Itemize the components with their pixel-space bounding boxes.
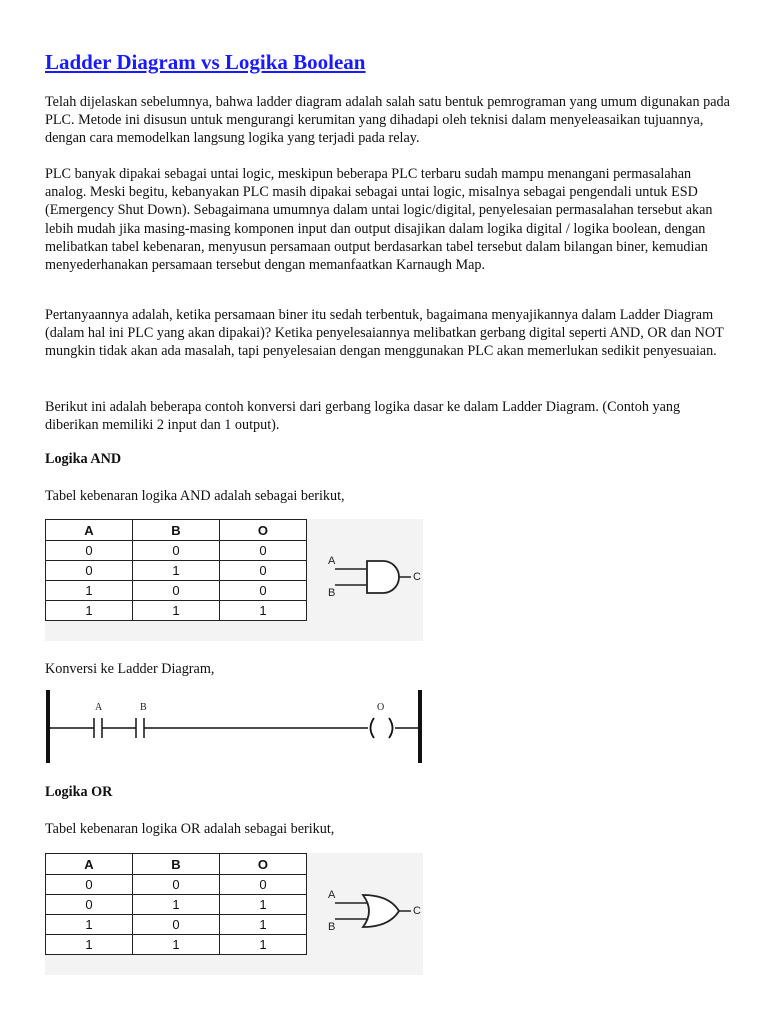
table-cell: 0 bbox=[219, 541, 306, 561]
coil-right-arc bbox=[389, 718, 393, 738]
gate-output-label: C bbox=[413, 571, 421, 583]
table-header-a: A bbox=[46, 520, 133, 541]
table-cell: 0 bbox=[219, 561, 306, 581]
table-cell: 0 bbox=[46, 541, 133, 561]
table-cell: 1 bbox=[132, 601, 219, 621]
table-header-row bbox=[46, 854, 307, 875]
and-gate-body bbox=[367, 561, 399, 593]
table-header-o: O bbox=[219, 854, 306, 875]
contact-a-label: A bbox=[95, 702, 103, 713]
paragraph-examples: Berikut ini adalah beberapa contoh konversi dari gerbang logika dasar ke dalam Ladder Diagram. (Contoh yang diberikan memiliki 2 input dan 1 output). bbox=[45, 399, 681, 434]
section-heading-and: Logika AND bbox=[45, 451, 122, 467]
section-heading-or: Logika OR bbox=[45, 784, 113, 800]
gate-input-b-label: B bbox=[328, 921, 336, 933]
table-row bbox=[46, 915, 307, 935]
contact-b-label: B bbox=[140, 702, 147, 713]
ladder-intro: Konversi ke Ladder Diagram, bbox=[45, 661, 215, 677]
table-header-b: B bbox=[132, 520, 219, 541]
table-row bbox=[46, 875, 307, 895]
coil-left-arc bbox=[371, 718, 375, 738]
table-row bbox=[46, 561, 307, 581]
table-row bbox=[46, 935, 307, 955]
or-table-intro: Tabel kebenaran logika OR adalah sebagai berikut, bbox=[45, 821, 335, 837]
table-cell: 1 bbox=[46, 581, 133, 601]
table-row bbox=[46, 581, 307, 601]
and-figure bbox=[45, 519, 423, 641]
gate-output-label: C bbox=[413, 905, 421, 917]
table-row bbox=[46, 601, 307, 621]
table-header-o: O bbox=[219, 520, 306, 541]
coil-label: O bbox=[377, 702, 385, 713]
table-row bbox=[46, 541, 307, 561]
gate-input-b-label: B bbox=[328, 587, 336, 599]
table-cell: 0 bbox=[132, 541, 219, 561]
and-gate-symbol bbox=[315, 539, 425, 619]
and-ladder-diagram bbox=[45, 688, 425, 768]
or-gate-body bbox=[363, 895, 399, 927]
table-cell: 0 bbox=[132, 915, 219, 935]
table-header-b: B bbox=[132, 854, 219, 875]
gate-input-a-label: A bbox=[328, 555, 336, 567]
table-cell: 1 bbox=[132, 561, 219, 581]
paragraph-intro: Telah dijelaskan sebelumnya, bahwa ladder diagram adalah salah satu bentuk pemrograman yang umum digunakan pada PLC. Metode ini disusun untuk mengurangi kerumitan yang dihadapi oleh teknisi dalam menyeleasaikan tujuannya, dengan cara memodelkan langsung logika yang terjadi pada relay. bbox=[45, 94, 730, 147]
table-cell: 1 bbox=[46, 935, 133, 955]
table-cell: 1 bbox=[132, 895, 219, 915]
table-cell: 1 bbox=[46, 915, 133, 935]
table-header-a: A bbox=[46, 854, 133, 875]
page-title-link[interactable]: Ladder Diagram vs Logika Boolean bbox=[45, 50, 366, 74]
and-table-intro: Tabel kebenaran logika AND adalah sebagai berikut, bbox=[45, 488, 345, 504]
table-cell: 1 bbox=[219, 601, 306, 621]
table-cell: 0 bbox=[46, 895, 133, 915]
table-cell: 0 bbox=[132, 581, 219, 601]
gate-input-a-label: A bbox=[328, 889, 336, 901]
table-row bbox=[46, 895, 307, 915]
table-cell: 1 bbox=[132, 935, 219, 955]
table-cell: 0 bbox=[46, 875, 133, 895]
table-cell: 1 bbox=[46, 601, 133, 621]
table-cell: 1 bbox=[219, 895, 306, 915]
table-cell: 1 bbox=[219, 915, 306, 935]
paragraph-question: Pertanyaannya adalah, ketika persamaan biner itu sedah terbentuk, bagaimana menyajikannya dalam Ladder Diagram (dalam hal ini PLC yang akan dipakai)? Ketika penyelesaiannya melibatkan gerbang digital seperti AND, OR dan NOT mungkin tidak akan ada masalah, tapi penyelesaian dengan menggunakan PLC akan memerlukan sedikit penyesuaian. bbox=[45, 307, 724, 360]
table-header-row bbox=[46, 520, 307, 541]
or-truth-table bbox=[45, 853, 307, 955]
table-cell: 0 bbox=[132, 875, 219, 895]
or-gate-symbol bbox=[315, 873, 425, 953]
table-cell: 0 bbox=[46, 561, 133, 581]
paragraph-plc-usage: PLC banyak dipakai sebagai untai logic, meskipun beberapa PLC terbaru sudah mampu menangani permasalahan analog. Meski begitu, kebanyakan PLC masih dipakai sebagai untai logic, misalnya sebagai pengendali untuk ESD (Emergency Shut Down). Sebagaimana umumnya dalam untai logic/digital, penyelesaian permasalahan tersebut akan lebih mudah jika masing-masing komponen input dan output disajikan dalam logika digital / logika boolean, dengan melibatkan tabel kebenaran, menyusun persamaan output berdasarkan tabel tersebut dalam bilangan biner, kemudian menyederhanakan persamaan tersebut dengan memanfaatkan Karnaugh Map. bbox=[45, 166, 713, 274]
table-cell: 1 bbox=[219, 935, 306, 955]
table-cell: 0 bbox=[219, 875, 306, 895]
and-truth-table bbox=[45, 519, 307, 621]
table-cell: 0 bbox=[219, 581, 306, 601]
or-figure bbox=[45, 853, 423, 975]
